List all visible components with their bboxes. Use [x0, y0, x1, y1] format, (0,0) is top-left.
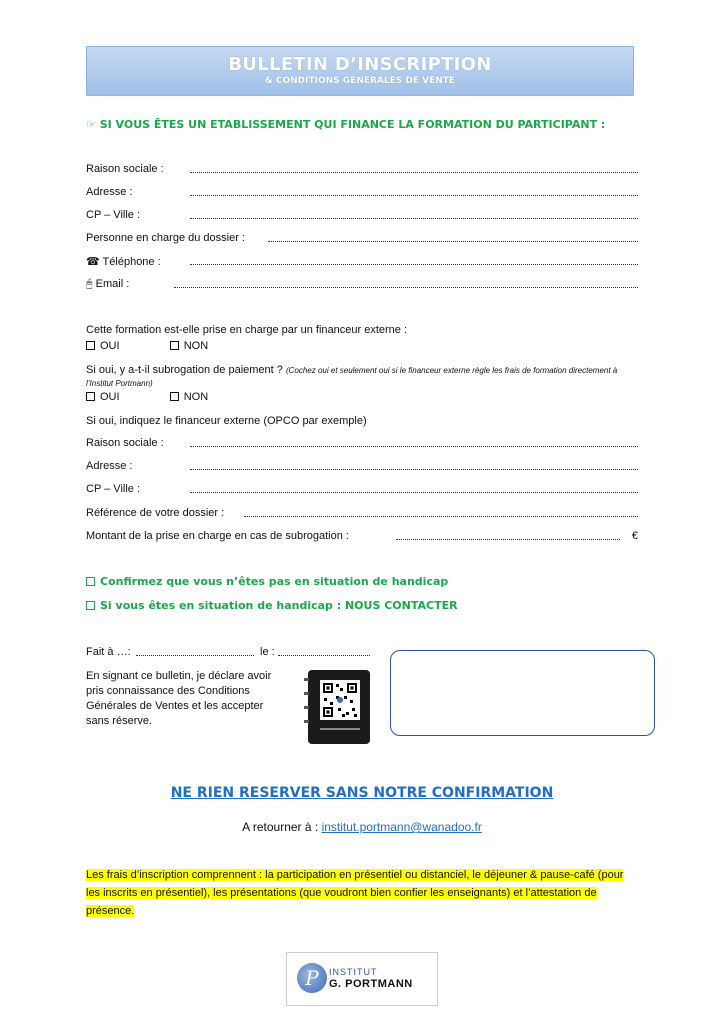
reference-line[interactable]: [244, 516, 638, 517]
cp-ville-label: CP – Ville :: [86, 209, 141, 221]
financeur-raison-field[interactable]: [86, 437, 638, 451]
financeur-adresse-label: Adresse :: [86, 460, 133, 472]
financeur-externe-label: Si oui, indiquez le financeur externe (OPCO par exemple): [86, 415, 367, 427]
cgv-qr-code[interactable]: [302, 666, 376, 746]
declaration-text: En signant ce bulletin, je déclare avoir pris connaissance des Conditions Générales de Ventes et les accepter sans réserve.: [86, 670, 272, 727]
fait-a-field[interactable]: [86, 646, 370, 660]
fees-notice: Les frais d’inscription comprennent : la participation en présentiel ou distanciel, le déjeuner & pause-café (pour les inscrits en présentiel), les présentations (que voudront bien confier les enseignants) et l’attestation de présence.: [86, 869, 624, 917]
montant-line[interactable]: [396, 539, 620, 540]
portmann-p-icon: P: [297, 963, 327, 993]
financeur-oui-option[interactable]: OUI: [86, 340, 120, 352]
telephone-field[interactable]: [86, 255, 638, 269]
checkbox-icon[interactable]: [86, 577, 95, 586]
financeur-options: [86, 340, 208, 352]
financeur-non-option[interactable]: NON: [170, 340, 208, 352]
date-line[interactable]: [278, 655, 370, 656]
financeur-adresse-field[interactable]: [86, 460, 638, 474]
fait-a-line[interactable]: [136, 655, 254, 656]
subrogation-note: (Cochez oui et seulement oui si le financeur externe règle les frais de formation directement à l’Institut Portmann): [86, 366, 618, 388]
financeur-cp-field[interactable]: [86, 483, 638, 497]
signature-box[interactable]: [390, 650, 655, 736]
page-subtitle: & CONDITIONS GENERALES DE VENTE: [264, 76, 456, 86]
raison-sociale-label: Raison sociale :: [86, 163, 164, 175]
reference-label: Référence de votre dossier :: [86, 507, 225, 519]
email-label: 🖰 Email :: [86, 278, 130, 290]
montant-label: Montant de la prise en charge en cas de subrogation :: [86, 530, 349, 542]
checkbox-icon[interactable]: [86, 601, 95, 610]
handicap-confirm-option[interactable]: Confirmez que vous n’êtes pas en situation de handicap: [86, 575, 448, 588]
title-banner: [86, 46, 634, 96]
adresse-label: Adresse :: [86, 186, 133, 198]
subrogation-non-option[interactable]: NON: [170, 391, 208, 403]
financeur-adresse-line[interactable]: [190, 469, 638, 470]
financeur-question: Cette formation est-elle prise en charge par un financeur externe :: [86, 324, 408, 336]
checkbox-icon[interactable]: [86, 341, 95, 350]
checkbox-icon[interactable]: [170, 341, 179, 350]
currency-label: €: [631, 530, 638, 542]
return-line: [0, 820, 724, 834]
reference-field[interactable]: [86, 507, 638, 521]
subrogation-oui-option[interactable]: OUI: [86, 391, 120, 403]
cp-ville-line[interactable]: [190, 218, 638, 219]
subrogation-options: [86, 391, 208, 403]
financeur-raison-line[interactable]: [190, 446, 638, 447]
checkbox-icon[interactable]: [170, 392, 179, 401]
cp-ville-field[interactable]: [86, 209, 638, 223]
handicap-contact-option[interactable]: Si vous êtes en situation de handicap : NOUS CONTACTER: [86, 599, 458, 612]
email-field[interactable]: [86, 278, 638, 292]
financeur-cp-line[interactable]: [190, 492, 638, 493]
subrogation-question: Si oui, y a-t-il subrogation de paiement ? (Cochez oui et seulement oui si le financeur externe règle les frais de formation directement à l’Institut Portmann): [86, 364, 618, 388]
confirmation-warning: NE RIEN RESERVER SANS NOTRE CONFIRMATION: [170, 785, 554, 801]
telephone-line[interactable]: [190, 264, 638, 265]
personne-label: Personne en charge du dossier :: [86, 232, 245, 244]
date-label: le :: [260, 646, 275, 658]
logo-line2: G. PORTMANN: [329, 978, 413, 990]
adresse-field[interactable]: [86, 186, 638, 200]
montant-field[interactable]: [86, 530, 638, 544]
personne-field[interactable]: [86, 232, 638, 246]
checkbox-icon[interactable]: [86, 392, 95, 401]
return-label: A retourner à :: [242, 820, 319, 834]
raison-sociale-field[interactable]: [86, 163, 638, 177]
logo-line1: INSTITUT: [329, 967, 378, 977]
raison-sociale-line[interactable]: [190, 172, 638, 173]
telephone-label: ☎ Téléphone :: [86, 256, 161, 268]
page-title: BULLETIN D’INSCRIPTION: [228, 54, 492, 75]
section-heading-establishment: ☞ SI VOUS ÊTES UN ETABLISSEMENT QUI FINANCE LA FORMATION DU PARTICIPANT :: [86, 118, 606, 131]
return-email-link[interactable]: institut.portmann@wanadoo.fr: [321, 820, 482, 834]
fait-a-label: Fait à …:: [86, 646, 131, 658]
personne-line[interactable]: [268, 241, 638, 242]
adresse-line[interactable]: [190, 195, 638, 196]
financeur-cp-label: CP – Ville :: [86, 483, 141, 495]
institut-logo: [286, 952, 438, 1006]
email-line[interactable]: [174, 287, 638, 288]
financeur-raison-label: Raison sociale :: [86, 437, 164, 449]
